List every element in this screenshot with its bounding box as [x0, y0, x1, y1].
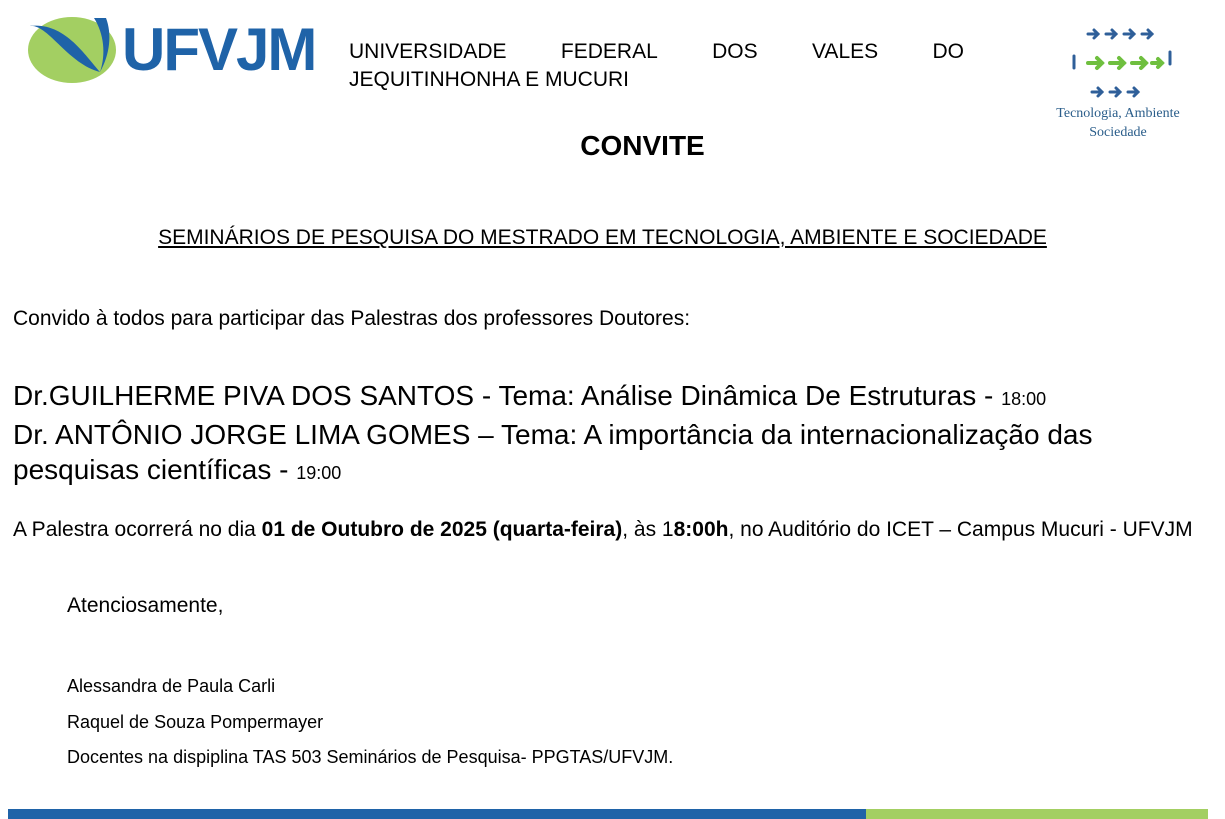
- ufvjm-logo-text: UFVJM: [122, 16, 316, 83]
- university-name-line2: JEQUITINHONHA E MUCURI: [349, 68, 630, 91]
- university-name-word: DO: [932, 40, 964, 63]
- program-logo-caption-line2: Sociedade: [1089, 125, 1147, 140]
- university-name: [349, 38, 964, 94]
- program-logo: [1062, 16, 1182, 102]
- intro-text: Convido à todos para participar das Palestras dos professores Doutores:: [13, 307, 691, 330]
- document-title: CONVITE: [580, 130, 705, 161]
- university-name-word: DOS: [712, 40, 758, 63]
- event-mid: , às 1: [622, 518, 674, 541]
- speaker-time: 19:00: [296, 463, 342, 483]
- speaker-text: Dr.GUILHERME PIVA DOS SANTOS - Tema: Análise Dinâmica De Estruturas -: [13, 380, 1002, 411]
- university-name-word: VALES: [811, 40, 879, 63]
- speaker-item: [13, 378, 1193, 417]
- footer-bar-green: [866, 809, 1208, 819]
- event-prefix: A Palestra ocorrerá no dia: [13, 518, 262, 541]
- speaker-text: Dr. ANTÔNIO JORGE LIMA GOMES – Tema: A importância da internacionalização das pesquisas científicas -: [13, 419, 1093, 485]
- signature-line: Raquel de Souza Pompermayer: [67, 712, 324, 732]
- closing-regards: Atenciosamente,: [67, 594, 224, 617]
- event-date: 01 de Outubro de 2025 (quarta-feira): [261, 518, 623, 541]
- document-subtitle: SEMINÁRIOS DE PESQUISA DO MESTRADO EM TECNOLOGIA, AMBIENTE E SOCIEDADE: [158, 226, 1047, 249]
- university-name-word: UNIVERSIDADE: [349, 40, 507, 63]
- footer-bar-blue: [8, 809, 866, 819]
- program-logo-caption-line1: Tecnologia, Ambiente: [1056, 106, 1180, 121]
- event-location: , no Auditório do ICET – Campus Mucuri - UFVJM: [728, 518, 1193, 541]
- speaker-list: [13, 378, 1193, 491]
- speaker-item: [13, 417, 1193, 491]
- event-details: [13, 516, 1193, 544]
- speaker-time: 18:00: [1001, 389, 1047, 409]
- event-time: 8:00h: [673, 518, 729, 541]
- university-name-word: FEDERAL: [560, 40, 658, 63]
- signature-line: Alessandra de Paula Carli: [67, 676, 276, 696]
- signature-line: Docentes na dispiplina TAS 503 Seminários de Pesquisa- PPGTAS/UFVJM.: [67, 747, 674, 767]
